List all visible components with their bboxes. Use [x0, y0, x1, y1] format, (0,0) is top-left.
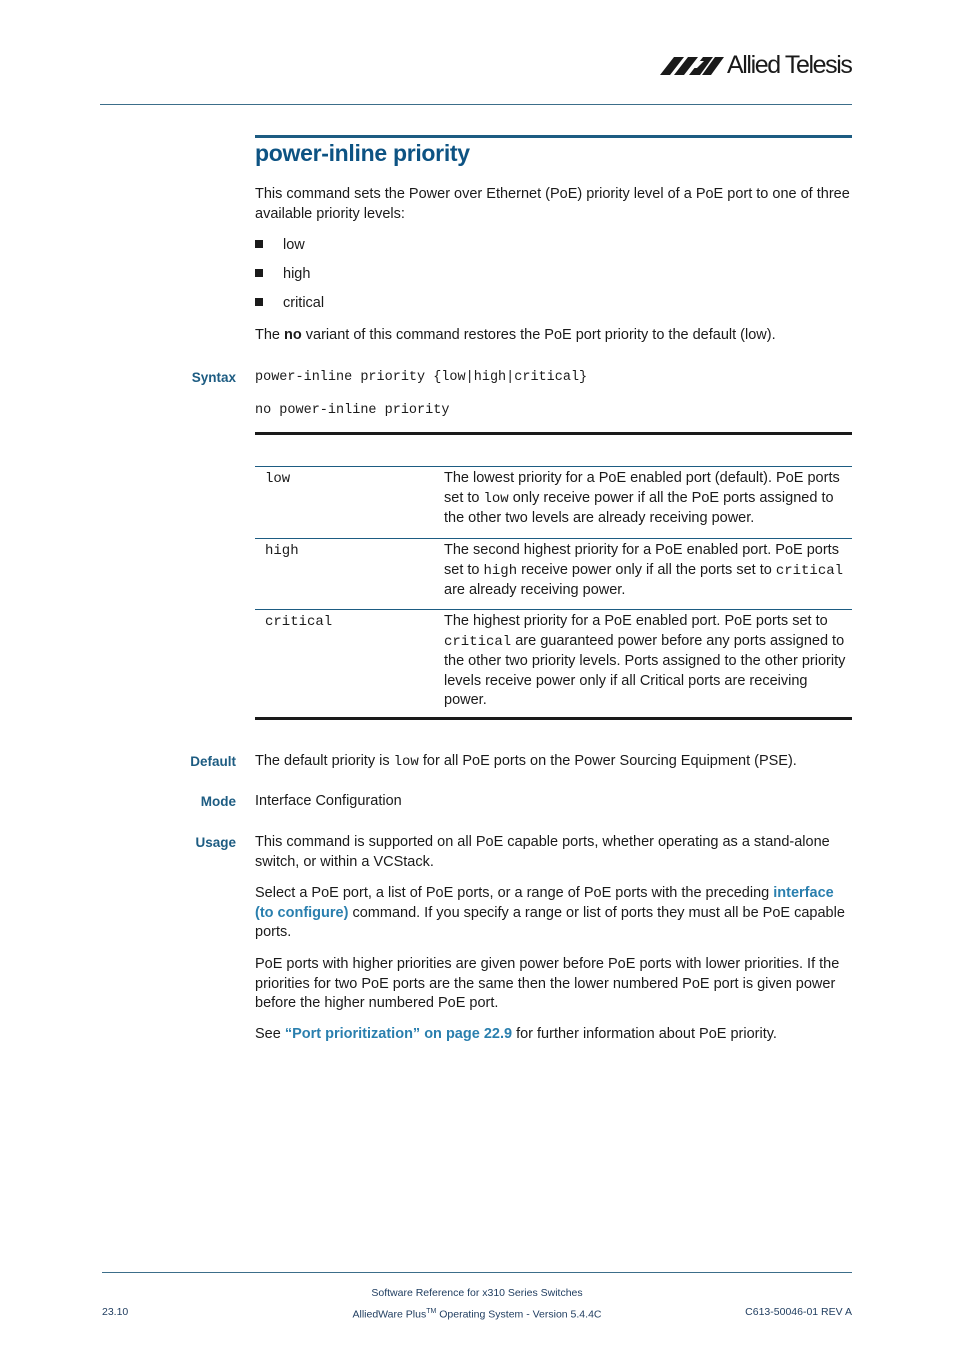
list-item: low	[255, 236, 305, 255]
table-bottom-rule	[255, 717, 852, 720]
logo-mark-icon	[660, 50, 726, 80]
no-variant-paragraph: The no variant of this command restores the PoE port priority to the default (low).	[255, 327, 776, 343]
param-description: The second highest priority for a PoE enabled port. PoE ports set to high receive power only if all the ports set to critical are already receiving power.	[444, 542, 844, 598]
intro-paragraph: This command sets the Power over Ethernet (PoE) priority level of a PoE port to one of three available priority levels:	[255, 186, 850, 222]
header-divider	[100, 104, 852, 105]
title-divider	[255, 135, 852, 138]
param-name: high	[265, 543, 299, 559]
syntax-label: Syntax	[191, 370, 236, 385]
usage-paragraph-3: PoE ports with higher priorities are given power before PoE ports with lower priorities. If the priorities for two PoE ports are the same then the lower numbered PoE port is given power before the higher numbered PoE port.	[255, 956, 840, 1011]
syntax-no-line: no power-inline priority	[255, 403, 450, 418]
footer-doc-id: C613-50046-01 REV A	[745, 1306, 852, 1318]
footer-version: AlliedWare Plus™ Operating System - Version 5.4.4C	[352, 1308, 602, 1321]
row-divider	[255, 609, 852, 610]
mode-label: Mode	[200, 794, 236, 809]
port-prioritization-link[interactable]: “Port prioritization” on page 22.9	[284, 1026, 513, 1042]
logo-text: Allied Telesis	[727, 51, 852, 79]
allied-telesis-logo	[660, 50, 855, 80]
footer-divider	[102, 1272, 852, 1273]
list-item: high	[255, 265, 310, 284]
interface-link[interactable]: interface (to configure)	[255, 885, 834, 921]
param-name: critical	[265, 614, 333, 630]
mode-text: Interface Configuration	[255, 793, 402, 809]
usage-paragraph-2: Select a PoE port, a list of PoE ports, or a range of PoE ports with the preceding interface (to configure) command. If you specify a range or list of ports they must all be PoE capable ports.	[255, 885, 845, 940]
usage-paragraph-1: This command is supported on all PoE capable ports, whether operating as a stand-alone switch, or within a VCStack.	[255, 834, 830, 870]
syntax-line: power-inline priority {low|high|critical}	[255, 370, 588, 385]
list-item: critical	[255, 294, 324, 313]
row-divider	[255, 538, 852, 539]
usage-paragraph-4: See “Port prioritization” on page 22.9 for further information about PoE priority.	[255, 1026, 777, 1042]
bullet-icon	[255, 240, 263, 248]
bullet-icon	[255, 298, 263, 306]
footer-page-number: 23.10	[102, 1306, 129, 1318]
param-name: low	[265, 471, 291, 487]
bullet-icon	[255, 269, 263, 277]
table-top-rule	[255, 432, 852, 435]
param-description: The lowest priority for a PoE enabled port (default). PoE ports set to low only receive power if all the PoE ports assigned to the other two levels are already receiving power.	[444, 470, 840, 526]
footer-title: Software Reference for x310 Series Switches	[371, 1287, 583, 1299]
page-title: power-inline priority	[255, 140, 470, 166]
param-description: The highest priority for a PoE enabled port. PoE ports set to critical are guaranteed power before any ports assigned to the other two priority levels. Ports assigned to the other priority levels receive power only if all Critical ports are receiving power.	[444, 613, 846, 708]
default-label: Default	[190, 754, 236, 769]
table-header-rule	[255, 466, 852, 467]
usage-label: Usage	[195, 835, 236, 850]
default-text: The default priority is low for all PoE ports on the Power Sourcing Equipment (PSE).	[255, 753, 797, 770]
